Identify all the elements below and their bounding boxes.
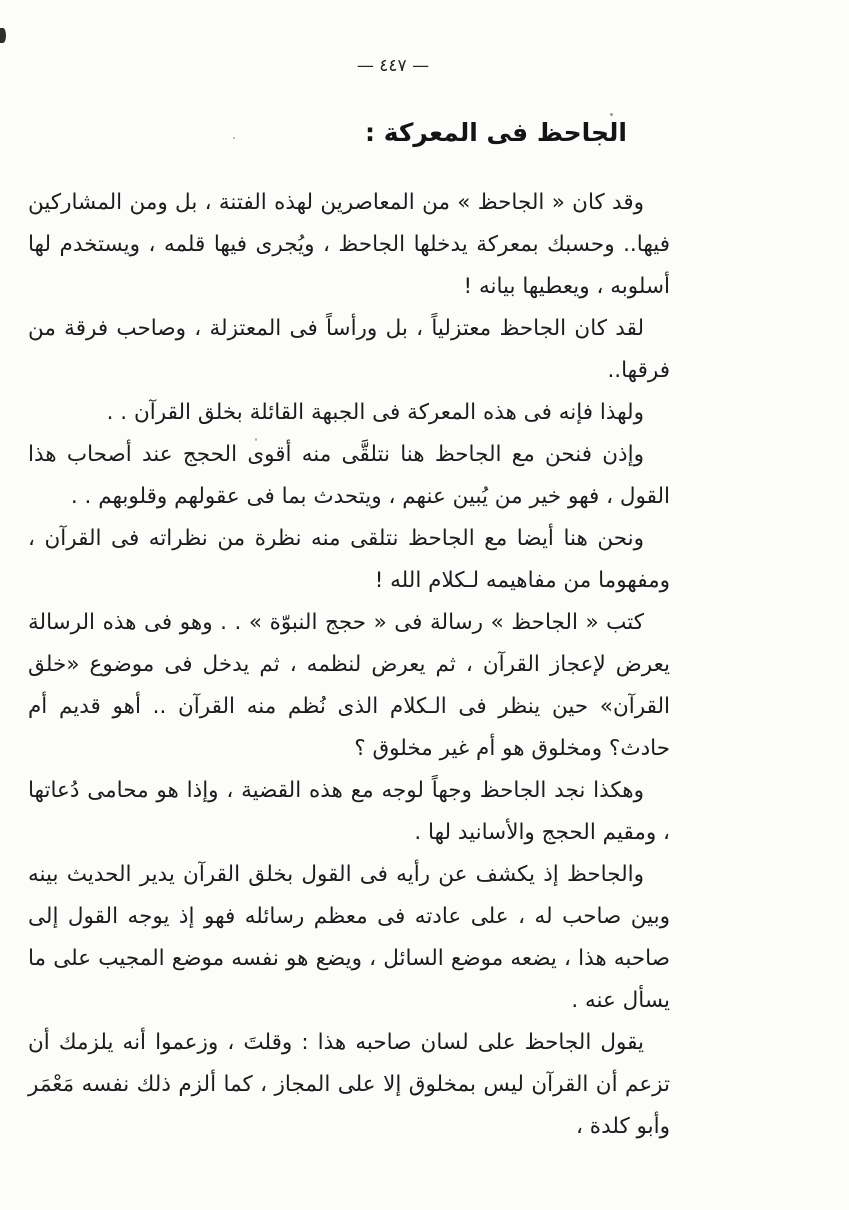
body-paragraph: يقول الجاحظ على لسان صاحبه هذا : وقلتَ ، وزعموا أنه يلزمك أن تزعم أن القرآن ليس بمخلوق إلا على المجاز ، كما ألزم ذلك نفسه مَعْمَر وأبو كلدة ، [28, 1030, 670, 1139]
body-paragraph: ولهذا فإنه فى هذه المعركة فى الجبهة القائلة بخلق القرآن . . [106, 400, 644, 425]
page-number: — ٤٤٧ — [356, 56, 430, 76]
scan-speck [610, 113, 613, 116]
body-paragraph: والجاحظ إذ يكشف عن رأيه فى القول بخلق القرآن يدير الحديث بينه وبين صاحب له ، على عادته فى معظم رسائله فهو إذ يوجه القول إلى صاحبه هذا ، يضعه موضع السائل ، ويضع هو نفسه موضع المجيب على ما يسأل عنه . [28, 862, 670, 1013]
scan-speck [233, 137, 235, 139]
body-paragraph: لقد كان الجاحظ معتزلياً ، بل ورأساً فى المعتزلة ، وصاحب فرقة من فرقها.. [28, 316, 670, 383]
body-paragraph: وإذن فنحن مع الجاحظ هنا نتلقَّى منه أقوى الحجج عند أصحاب هذا القول ، فهو خير من يُبين عنهم ، ويتحدث بما فى عقولهم وقلوبهم . . [28, 442, 670, 509]
section-heading: الجاحظ فى المعركة : [365, 118, 627, 147]
scan-speck [0, 28, 6, 43]
body-paragraph: وهكذا نجد الجاحظ وجهاً لوجه مع هذه القضية ، وإذا هو محامى دُعاتها ، ومقيم الحجج والأسانيد لها . [28, 778, 670, 845]
body-paragraph: وقد كان « الجاحظ » من المعاصرين لهذه الفتنة ، بل ومن المشاركين فيها.. وحسبك بمعركة يدخلها الجاحظ ، ويُجرى فيها قلمه ، ويستخدم لها أسلوبه ، ويعطيها بيانه ! [28, 190, 670, 299]
body-text [28, 182, 670, 1148]
body-paragraph: ونحن هنا أيضا مع الجاحظ نتلقى منه نظرة من نظراته فى القرآن ، ومفهوما من مفاهيمه لـكلام الله ! [28, 526, 670, 593]
body-paragraph: كتب « الجاحظ » رسالة فى « حجج النبوّة » . . وهو فى هذه الرسالة يعرض لإعجاز القرآن ، ثم يعرض لنظمه ، ثم يدخل فى موضوع «خلق القرآن» حين ينظر فى الـكلام الذى نُظم منه القرآن .. أهو قديم أم حادث؟ ومخلوق هو أم غير مخلوق ؟ [28, 610, 670, 761]
